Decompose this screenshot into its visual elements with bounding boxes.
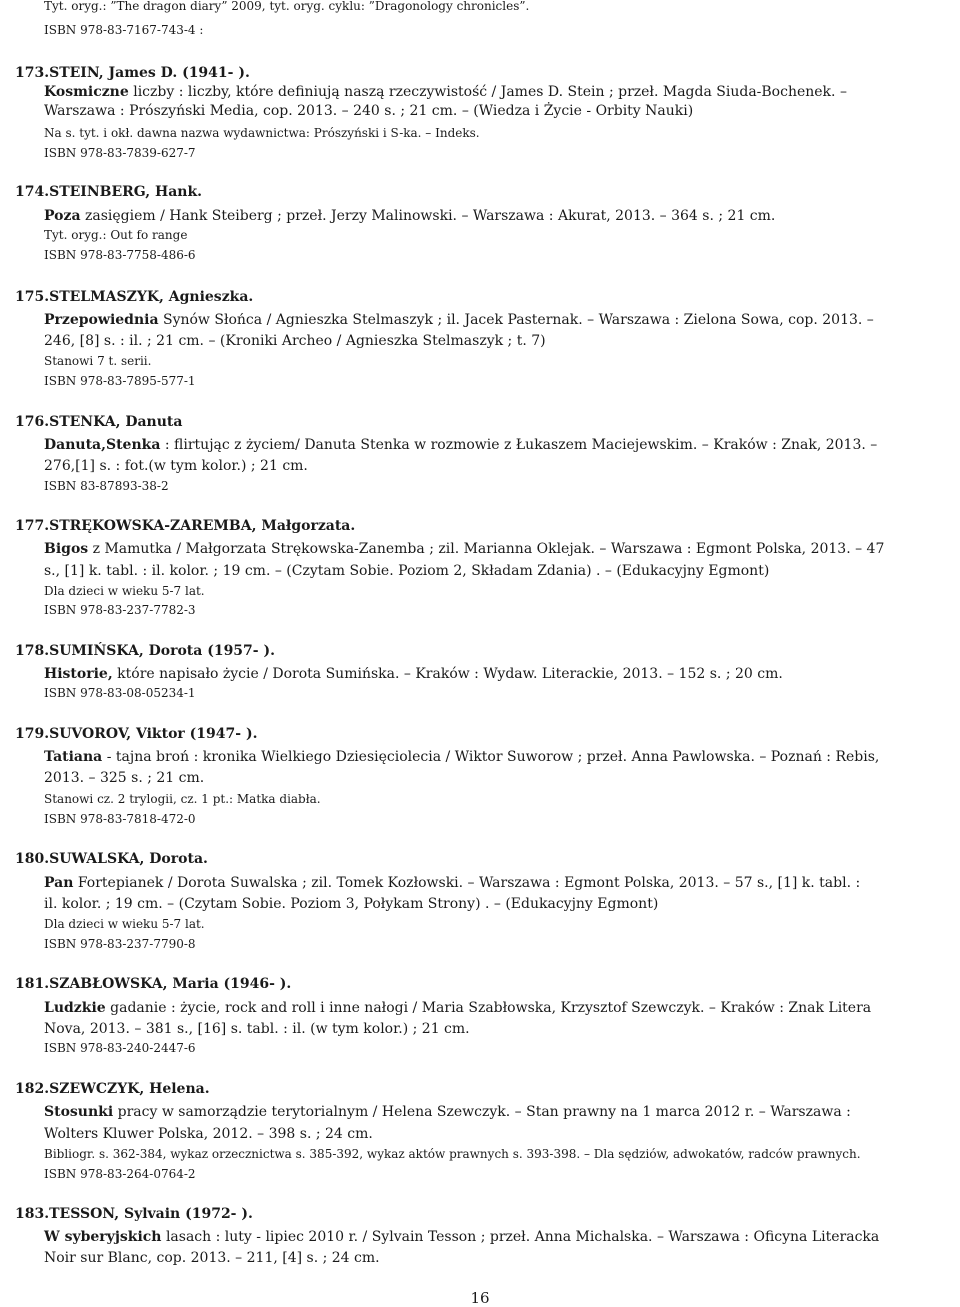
entry-number: 178. bbox=[15, 643, 50, 659]
entry-179-note: Stanowi cz. 2 trylogii, cz. 1 pt.: Matka diabła. bbox=[44, 792, 321, 806]
entry-176-heading bbox=[15, 415, 182, 429]
entry-177-note: Dla dzieci w wieku 5-7 lat. bbox=[44, 584, 205, 598]
entry-author: SUMIŃSKA, Dorota (1957- ). bbox=[49, 643, 275, 659]
entry-number: 174. bbox=[15, 184, 50, 200]
entry-183-heading bbox=[15, 1207, 253, 1221]
entry-177-line-1: Bigos z Mamutka / Małgorzata Strękowska-Zanemba ; zil. Marianna Oklejak. – Warszawa : Egmont Polska, 2013. – 47 bbox=[44, 541, 885, 557]
entry-181-isbn: ISBN 978-83-240-2447-6 bbox=[44, 1041, 196, 1055]
entry-author: STENKA, Danuta bbox=[49, 414, 183, 430]
entry-175-isbn: ISBN 978-83-7895-577-1 bbox=[44, 374, 196, 388]
entry-180-heading bbox=[15, 852, 208, 866]
entry-number: 175. bbox=[15, 289, 50, 305]
entry-title: Stosunki bbox=[44, 1104, 114, 1120]
entry-title: Poza bbox=[44, 208, 81, 224]
entry-177-isbn: ISBN 978-83-237-7782-3 bbox=[44, 603, 196, 617]
entry-author: SUVOROV, Viktor (1947- ). bbox=[49, 726, 258, 742]
entry-182-line-1: Stosunki pracy w samorządzie terytorialnym / Helena Szewczyk. – Stan prawny na 1 marca 2012 r. – Warszawa : bbox=[44, 1104, 851, 1120]
entry-173-line-2: Warszawa : Prószyński Media, cop. 2013. – 240 s. ; 21 cm. – (Wiedza i Życie - Orbity Nauki) bbox=[44, 103, 694, 119]
entry-173-line-1: Kosmiczne liczby : liczby, które definiują naszą rzeczywistość / James D. Stein ; przeł. Magda Siuda-Bochenek. – bbox=[44, 84, 847, 100]
entry-173-note: Na s. tyt. i okł. dawna nazwa wydawnictwa: Prószyński i S-ka. – Indeks. bbox=[44, 126, 480, 140]
entry-author: SZABŁOWSKA, Maria (1946- ). bbox=[49, 976, 292, 992]
entry-174-line-1: Poza zasięgiem / Hank Steiberg ; przeł. Jerzy Malinowski. – Warszawa : Akurat, 2013. – 364 s. ; 21 cm. bbox=[44, 208, 776, 224]
entry-author: STEINBERG, Hank. bbox=[49, 184, 203, 200]
entry-177-line-2: s., [1] k. tabl. : il. kolor. ; 19 cm. – (Czytam Sobie. Poziom 2, Składam Zdania) . – (Edukacyjny Egmont) bbox=[44, 563, 770, 579]
entry-number: 180. bbox=[15, 851, 50, 867]
entry-182-line-2: Wolters Kluwer Polska, 2012. – 398 s. ; 24 cm. bbox=[44, 1126, 373, 1142]
entry-182-isbn: ISBN 978-83-264-0764-2 bbox=[44, 1167, 196, 1181]
entry-author: STEIN, James D. (1941- ). bbox=[49, 65, 250, 81]
entry-177-heading bbox=[15, 519, 355, 533]
entry-179-isbn: ISBN 978-83-7818-472-0 bbox=[44, 812, 196, 826]
entry-181-heading bbox=[15, 977, 291, 991]
entry-number: 177. bbox=[15, 518, 50, 534]
entry-number: 173. bbox=[15, 65, 50, 81]
entry-author: TESSON, Sylvain (1972- ). bbox=[49, 1206, 253, 1222]
entry-176-line-1: Danuta,Stenka : flirtując z życiem/ Danuta Stenka w rozmowie z Łukaszem Maciejewskim. – Kraków : Znak, 2013. – bbox=[44, 437, 878, 453]
prev-note: Tyt. oryg.: ”The dragon diary” 2009, tyt. oryg. cyklu: ”Dragonology chronicles”. bbox=[44, 0, 530, 13]
entry-175-note: Stanowi 7 t. serii. bbox=[44, 354, 152, 368]
entry-183-line-1: W syberyjskich lasach : luty - lipiec 2010 r. / Sylvain Tesson ; przeł. Anna Michalska. – Warszawa : Oficyna Literacka bbox=[44, 1229, 880, 1245]
entry-title: Tatiana bbox=[44, 749, 103, 765]
entry-number: 182. bbox=[15, 1081, 50, 1097]
entry-174-heading bbox=[15, 185, 202, 199]
entry-title: Ludzkie bbox=[44, 1000, 106, 1016]
entry-173-heading bbox=[15, 66, 250, 80]
entry-176-isbn: ISBN 83-87893-38-2 bbox=[44, 479, 169, 493]
entry-number: 183. bbox=[15, 1206, 50, 1222]
entry-176-line-2: 276,[1] s. : fot.(w tym kolor.) ; 21 cm. bbox=[44, 458, 308, 474]
page-number: 16 bbox=[470, 1289, 490, 1307]
entry-181-line-1: Ludzkie gadanie : życie, rock and roll i inne nałogi / Maria Szabłowska, Krzysztof Szewczyk. – Kraków : Znak Litera bbox=[44, 1000, 872, 1016]
entry-178-isbn: ISBN 978-83-08-05234-1 bbox=[44, 686, 196, 700]
entry-number: 176. bbox=[15, 414, 50, 430]
entry-title: Historie, bbox=[44, 666, 113, 682]
entry-178-line-1: Historie, które napisało życie / Dorota Sumińska. – Kraków : Wydaw. Literackie, 2013. – 152 s. ; 20 cm. bbox=[44, 666, 783, 682]
entry-title: Pan bbox=[44, 875, 74, 891]
entry-183-line-2: Noir sur Blanc, cop. 2013. – 211, [4] s. ; 24 cm. bbox=[44, 1250, 380, 1266]
entry-title: Bigos bbox=[44, 541, 89, 557]
entry-number: 181. bbox=[15, 976, 50, 992]
entry-178-heading bbox=[15, 644, 275, 658]
entry-author: SZEWCZYK, Helena. bbox=[49, 1081, 210, 1097]
entry-175-line-1: Przepowiednia Synów Słońca / Agnieszka Stelmaszyk ; il. Jacek Pasternak. – Warszawa : Zielona Sowa, cop. 2013. – bbox=[44, 312, 874, 328]
entry-180-line-2: il. kolor. ; 19 cm. – (Czytam Sobie. Poziom 3, Połykam Strony) . – (Edukacyjny Egmont) bbox=[44, 896, 659, 912]
entry-175-heading bbox=[15, 290, 253, 304]
entry-179-line-1: Tatiana - tajna broń : kronika Wielkiego Dziesięciolecia / Wiktor Suworow ; przeł. Anna Pawlowska. – Poznań : Rebis, bbox=[44, 749, 880, 765]
entry-author: STELMASZYK, Agnieszka. bbox=[49, 289, 254, 305]
entry-180-isbn: ISBN 978-83-237-7790-8 bbox=[44, 937, 196, 951]
entry-number: 179. bbox=[15, 726, 50, 742]
entry-182-note: Bibliogr. s. 362-384, wykaz orzecznictwa s. 385-392, wykaz aktów prawnych s. 393-398. – Dla sędziów, adwokatów, radców prawnych. bbox=[44, 1147, 861, 1161]
entry-author: STRĘKOWSKA-ZAREMBA, Małgorzata. bbox=[49, 518, 356, 534]
entry-180-line-1: Pan Fortepianek / Dorota Suwalska ; zil. Tomek Kozłowski. – Warszawa : Egmont Polska, 2013. – 57 s., [1] k. tabl. : bbox=[44, 875, 861, 891]
entry-180-note: Dla dzieci w wieku 5-7 lat. bbox=[44, 917, 205, 931]
entry-175-line-2: 246, [8] s. : il. ; 21 cm. – (Kroniki Archeo / Agnieszka Stelmaszyk ; t. 7) bbox=[44, 333, 546, 349]
entry-174-isbn: ISBN 978-83-7758-486-6 bbox=[44, 248, 196, 262]
entry-title: Kosmiczne bbox=[44, 84, 129, 100]
entry-179-heading bbox=[15, 727, 257, 741]
entry-181-line-2: Nova, 2013. – 381 s., [16] s. tabl. : il. (w tym kolor.) ; 21 cm. bbox=[44, 1021, 470, 1037]
entry-182-heading bbox=[15, 1082, 210, 1096]
entry-174-note: Tyt. oryg.: Out fo range bbox=[44, 228, 188, 242]
entry-title: Przepowiednia bbox=[44, 312, 159, 328]
entry-title: W syberyjskich bbox=[44, 1229, 162, 1245]
entry-title: Danuta,Stenka bbox=[44, 437, 161, 453]
entry-author: SUWALSKA, Dorota. bbox=[49, 851, 208, 867]
entry-173-isbn: ISBN 978-83-7839-627-7 bbox=[44, 146, 196, 160]
entry-179-line-2: 2013. – 325 s. ; 21 cm. bbox=[44, 770, 205, 786]
prev-isbn: ISBN 978-83-7167-743-4 : bbox=[44, 23, 204, 37]
